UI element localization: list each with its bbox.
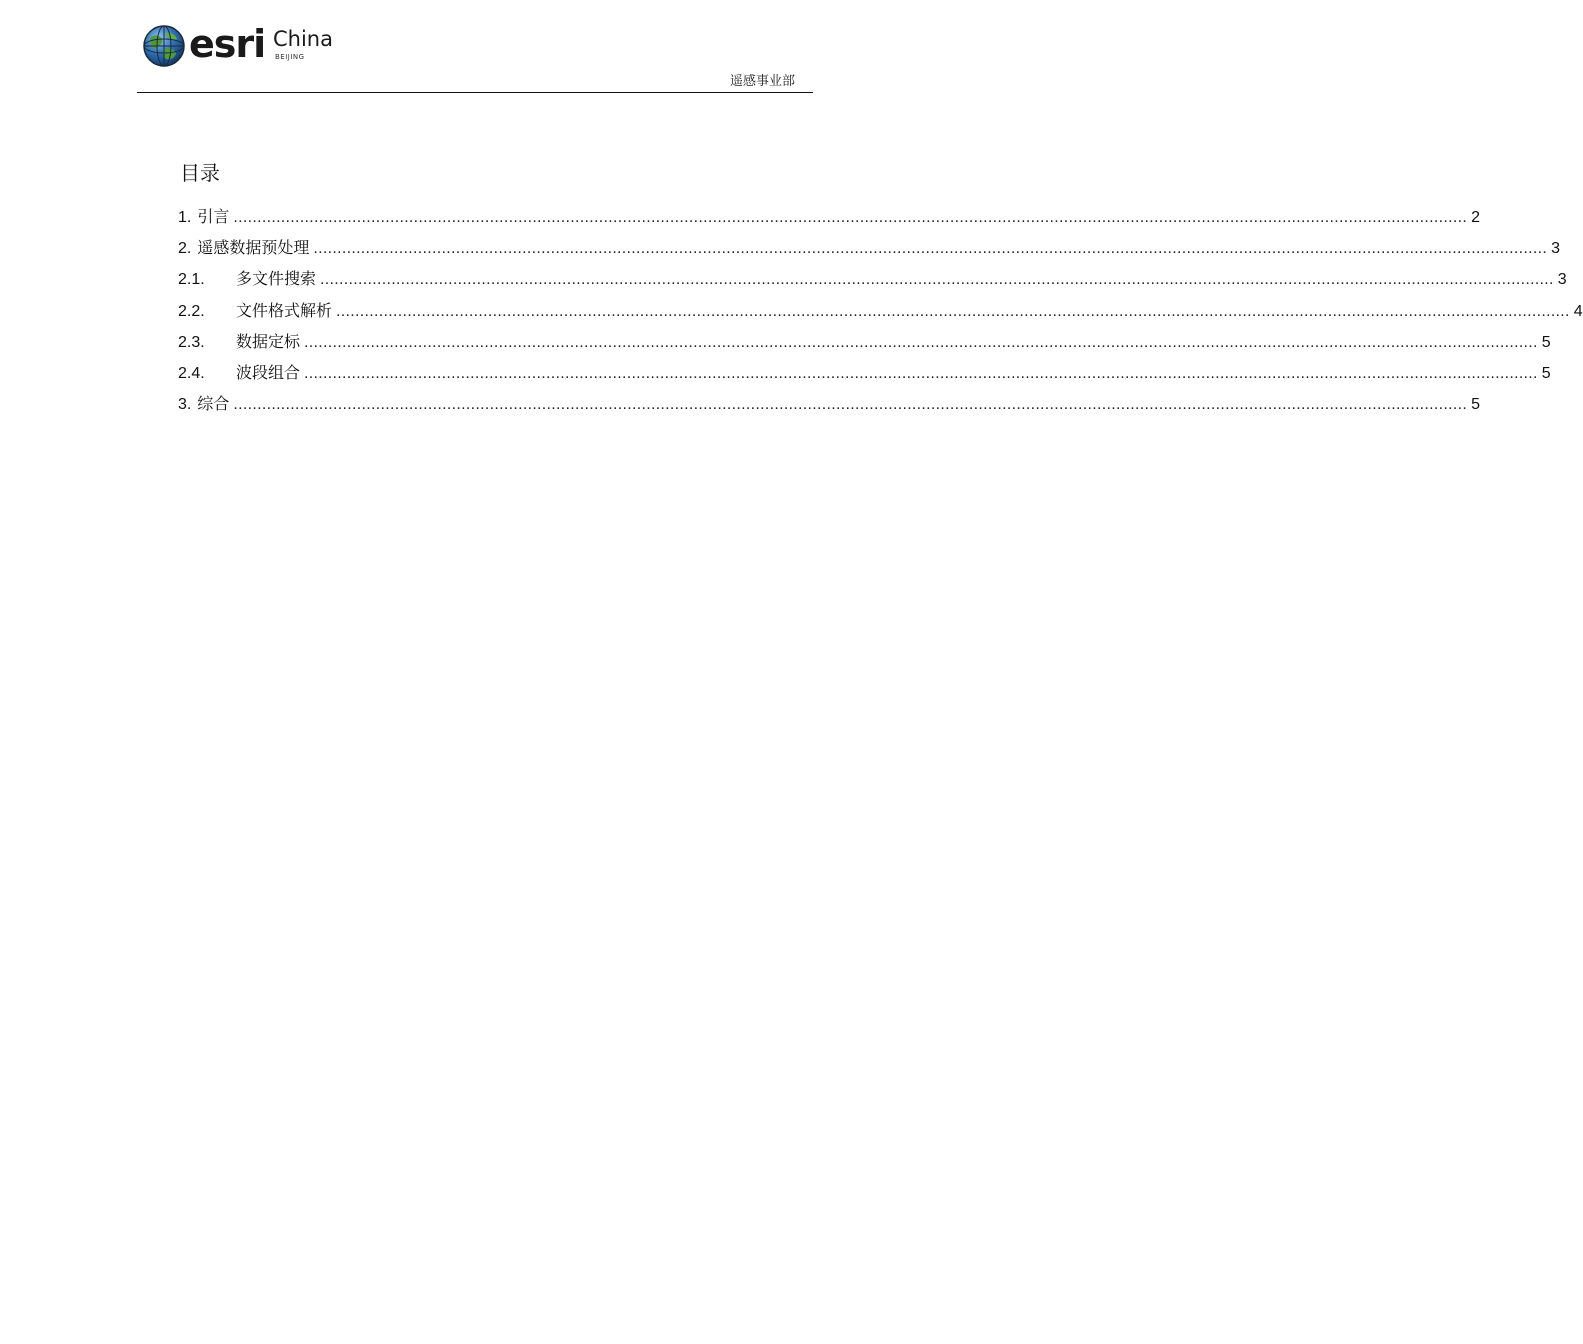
toc-entry-number: 2. <box>178 240 192 258</box>
toc-title: 目录 <box>180 161 220 185</box>
toc-dot-leader: .................................................................................................................................................................................................................................................................... <box>233 209 1468 226</box>
toc-dot-leader: .................................................................................................................................................................................................................................................................... <box>336 302 1570 320</box>
toc-entry-label: 引言 <box>197 207 230 226</box>
toc-entry-label: 遥感数据预处理 <box>197 238 310 258</box>
esri-china-logo <box>142 22 332 70</box>
toc-entry-number: 1. <box>178 209 192 226</box>
toc-entry[interactable] <box>178 298 1583 329</box>
toc-entry-page: 3 <box>1551 240 1561 258</box>
logo-region: China <box>273 27 333 51</box>
toc-entry-label: 数据定标 <box>236 331 301 351</box>
toc-entry-label: 多文件搜索 <box>236 269 317 289</box>
toc-dot-leader: .................................................................................................................................................................................................................................................................... <box>304 364 1538 382</box>
globe-icon <box>142 24 186 68</box>
toc-entry-label: 文件格式解析 <box>236 300 333 320</box>
toc-dot-leader: .................................................................................................................................................................................................................................................................... <box>313 240 1548 258</box>
toc-entry-page: 5 <box>1471 396 1481 414</box>
toc-entry-number: 2.4. <box>178 364 205 382</box>
toc-entry[interactable] <box>178 266 1567 297</box>
logo-wordmark: esri <box>189 22 266 66</box>
toc-entry-page: 5 <box>1541 364 1551 382</box>
toc-entry[interactable] <box>178 360 1551 391</box>
toc-entry-page: 2 <box>1471 209 1481 226</box>
header-rule <box>137 92 813 93</box>
toc-entry-page: 4 <box>1573 302 1583 320</box>
toc-entry[interactable] <box>178 235 1561 266</box>
toc-entry[interactable] <box>178 329 1551 360</box>
table-of-contents <box>178 204 1583 422</box>
toc-entry-number: 3. <box>178 396 192 414</box>
toc-entry[interactable] <box>178 391 1481 422</box>
logo-city: BEIJING <box>275 53 305 61</box>
toc-entry-number: 2.1. <box>178 271 205 289</box>
toc-entry-number: 2.3. <box>178 333 205 351</box>
toc-entry-page: 3 <box>1557 271 1567 289</box>
toc-entry-page: 5 <box>1541 333 1551 351</box>
toc-entry-label: 波段组合 <box>236 362 301 382</box>
toc-entry-number: 2.2. <box>178 302 205 320</box>
department-label: 遥感事业部 <box>729 74 795 89</box>
toc-dot-leader: .................................................................................................................................................................................................................................................................... <box>304 333 1538 351</box>
toc-dot-leader: .................................................................................................................................................................................................................................................................... <box>320 271 1554 289</box>
toc-dot-leader: .................................................................................................................................................................................................................................................................... <box>233 396 1468 414</box>
toc-entry[interactable] <box>178 204 1481 235</box>
toc-entry-label: 综合 <box>197 394 230 414</box>
page-header <box>137 18 813 94</box>
